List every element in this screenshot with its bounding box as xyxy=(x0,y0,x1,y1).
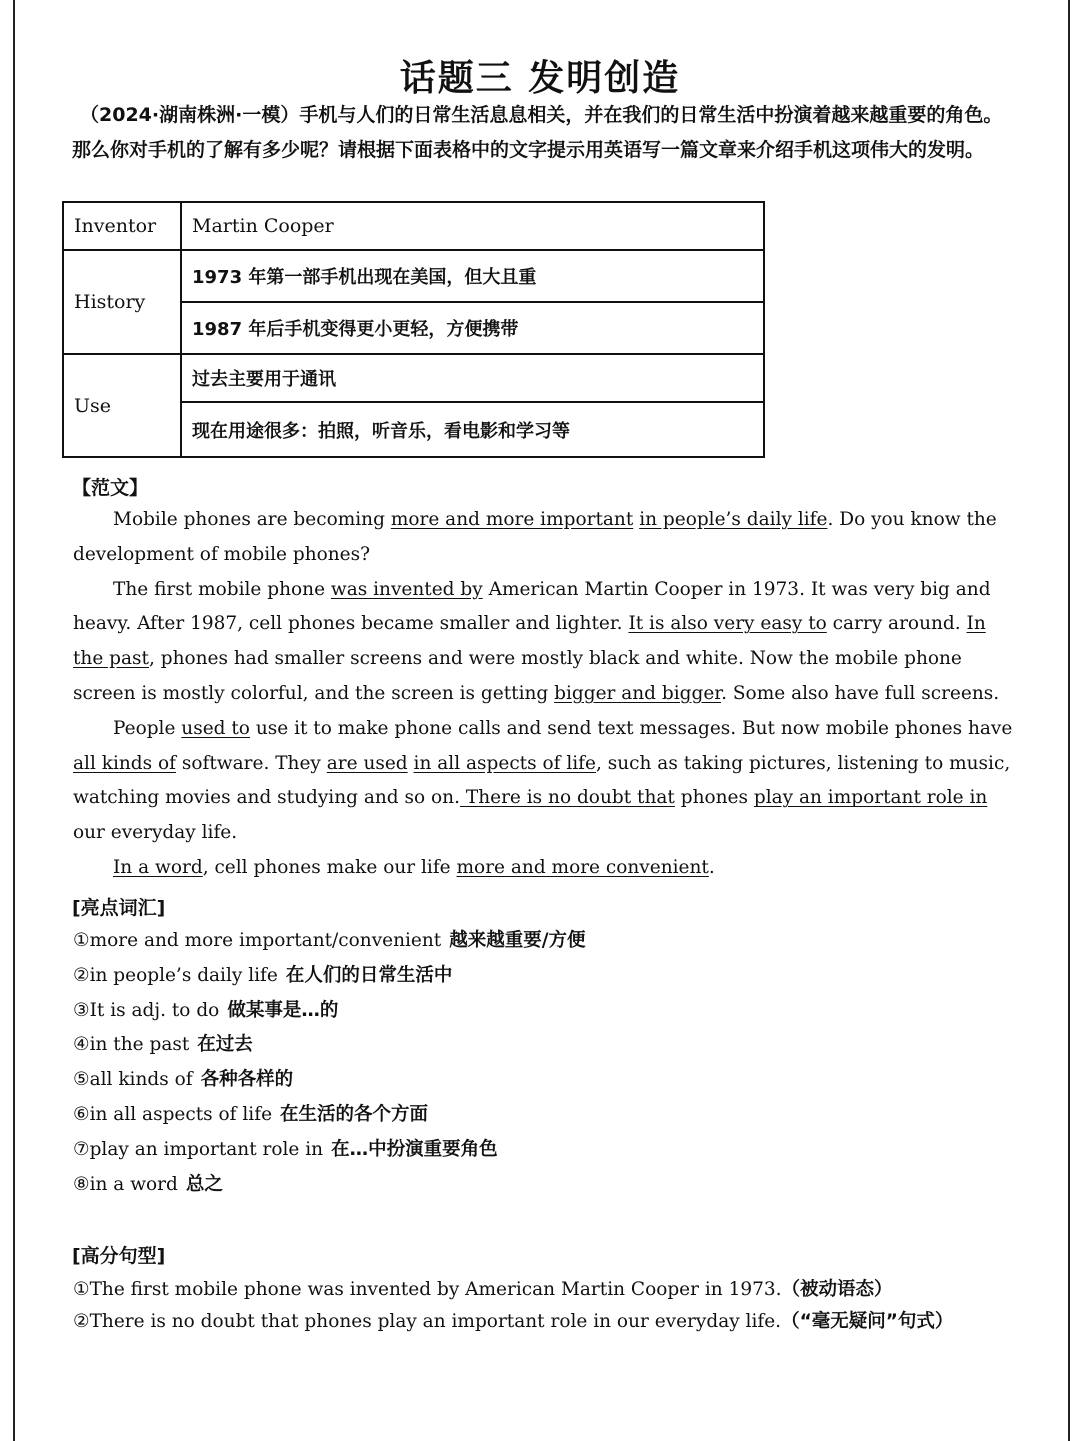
use-label: Use xyxy=(63,354,181,457)
sentence-list xyxy=(73,1274,953,1338)
key-phrase: In a word xyxy=(113,856,203,878)
sentence-note: （被动语态） xyxy=(781,1279,893,1300)
essay-text: our everyday life. xyxy=(73,822,238,844)
key-phrase: more and more important xyxy=(390,509,634,530)
info-table xyxy=(62,201,765,458)
essay-text: . Do you know the development of mobile phones? xyxy=(73,509,997,565)
inventor-value: Martin Cooper xyxy=(181,202,764,250)
essay-text: carry around. xyxy=(826,613,967,635)
table-row xyxy=(63,354,764,402)
vocab-en: ③It is adj. to do xyxy=(73,999,220,1021)
key-phrase: more and more convenient xyxy=(456,856,709,878)
history-item: 1987 年后手机变得更小更轻，方便携带 xyxy=(181,302,764,354)
vocab-en: ①more and more important/convenient xyxy=(73,930,442,951)
essay-label: 【范文】 xyxy=(72,477,149,499)
list-item xyxy=(73,1306,953,1338)
key-phrase: In the past xyxy=(73,613,986,670)
list-item xyxy=(73,1274,953,1306)
key-phrase: are used xyxy=(326,752,408,774)
essay-text: Mobile phones are becoming xyxy=(113,509,391,530)
sentence-en: ②There is no doubt that phones play an important role in our everyday life. xyxy=(73,1311,782,1332)
key-phrase: was invented by xyxy=(330,578,483,600)
key-phrase: used to xyxy=(181,717,250,739)
table-row xyxy=(63,250,764,302)
vocab-cn: 各种各样的 xyxy=(200,1069,294,1091)
essay-text: American Martin Cooper in 1973. It was very big and heavy. After 1987, cell phones became smaller and lighter. xyxy=(73,578,991,635)
list-item xyxy=(73,1168,586,1203)
essay-paragraph xyxy=(73,573,1013,712)
vocab-label: [亮点词汇] xyxy=(72,897,166,919)
vocab-cn: 在生活的各个方面 xyxy=(280,1103,429,1125)
vocab-en: ⑦play an important role in xyxy=(73,1138,324,1160)
history-label: History xyxy=(63,250,181,354)
essay-text: The first mobile phone xyxy=(113,578,331,600)
essay-text: , phones had smaller screens and were mostly black and white. Now the mobile phone screen is mostly colorful, and the screen is getting xyxy=(73,648,962,704)
list-item xyxy=(73,924,586,959)
essay-text: People xyxy=(113,717,182,739)
inventor-label: Inventor xyxy=(63,202,181,250)
essay-text: , cell phones make our life xyxy=(202,856,457,878)
key-phrase: all kinds of xyxy=(73,752,176,774)
list-item xyxy=(73,959,586,994)
list-item xyxy=(73,1133,586,1168)
key-phrase: bigger and bigger xyxy=(554,682,722,704)
vocab-cn: 在…中扮演重要角色 xyxy=(331,1138,498,1160)
vocab-cn: 越来越重要/方便 xyxy=(449,930,586,951)
key-phrase: in all aspects of life xyxy=(413,752,596,774)
vocab-en: ④in the past xyxy=(73,1034,190,1056)
list-item xyxy=(73,1063,586,1098)
essay-text: . Some also have full screens. xyxy=(721,682,1000,704)
sentence-note: （“毫无疑问”句式） xyxy=(781,1311,954,1332)
sentence-en: ①The first mobile phone was invented by American Martin Cooper in 1973. xyxy=(73,1279,782,1300)
vocab-cn: 总之 xyxy=(185,1173,223,1195)
essay-text: phones xyxy=(674,787,754,809)
essay-paragraph xyxy=(73,851,1013,886)
list-item xyxy=(73,1098,586,1133)
vocab-cn: 在人们的日常生活中 xyxy=(285,964,453,986)
vocab-en: ⑧in a word xyxy=(73,1173,178,1195)
essay-paragraph xyxy=(73,712,1013,851)
essay-text: , such as taking pictures, listening to music, watching movies and studying and so on. xyxy=(73,752,1011,809)
vocab-en: ⑤all kinds of xyxy=(73,1069,193,1091)
essay-paragraph xyxy=(73,503,1013,573)
key-phrase: play an important role in xyxy=(753,787,988,809)
list-item xyxy=(73,1028,586,1063)
model-essay xyxy=(73,503,1013,886)
task-instructions: （2024·湖南株洲·一模）手机与人们的日常生活息息相关，并在我们的日常生活中扮演着越来越重要的角色。那么你对手机的了解有多少呢？请根据下面表格中的文字提示用英语写一篇文章来介绍手机这项伟大的发明。 xyxy=(72,104,1003,161)
vocab-en: ⑥in all aspects of life xyxy=(73,1103,273,1125)
list-item xyxy=(73,994,586,1029)
key-phrase: There is no doubt that xyxy=(459,787,675,809)
table-row xyxy=(63,202,764,250)
key-phrase: in people’s daily life xyxy=(639,509,828,530)
vocab-cn: 做某事是…的 xyxy=(227,999,339,1021)
essay-text: . xyxy=(708,856,715,878)
page-title: 话题三 发明创造 xyxy=(399,58,681,99)
key-phrase: It is also very easy to xyxy=(628,613,827,635)
use-item: 过去主要用于通讯 xyxy=(181,354,764,402)
use-item: 现在用途很多：拍照，听音乐，看电影和学习等 xyxy=(181,402,764,457)
history-item: 1973 年第一部手机出现在美国，但大且重 xyxy=(181,250,764,302)
essay-text: software. They xyxy=(176,752,327,774)
vocab-cn: 在过去 xyxy=(197,1034,253,1056)
vocab-list xyxy=(73,924,586,1202)
essay-text: use it to make phone calls and send text messages. But now mobile phones have xyxy=(249,717,1013,739)
sentences-label: [高分句型] xyxy=(72,1245,166,1267)
vocab-en: ②in people’s daily life xyxy=(73,964,278,986)
